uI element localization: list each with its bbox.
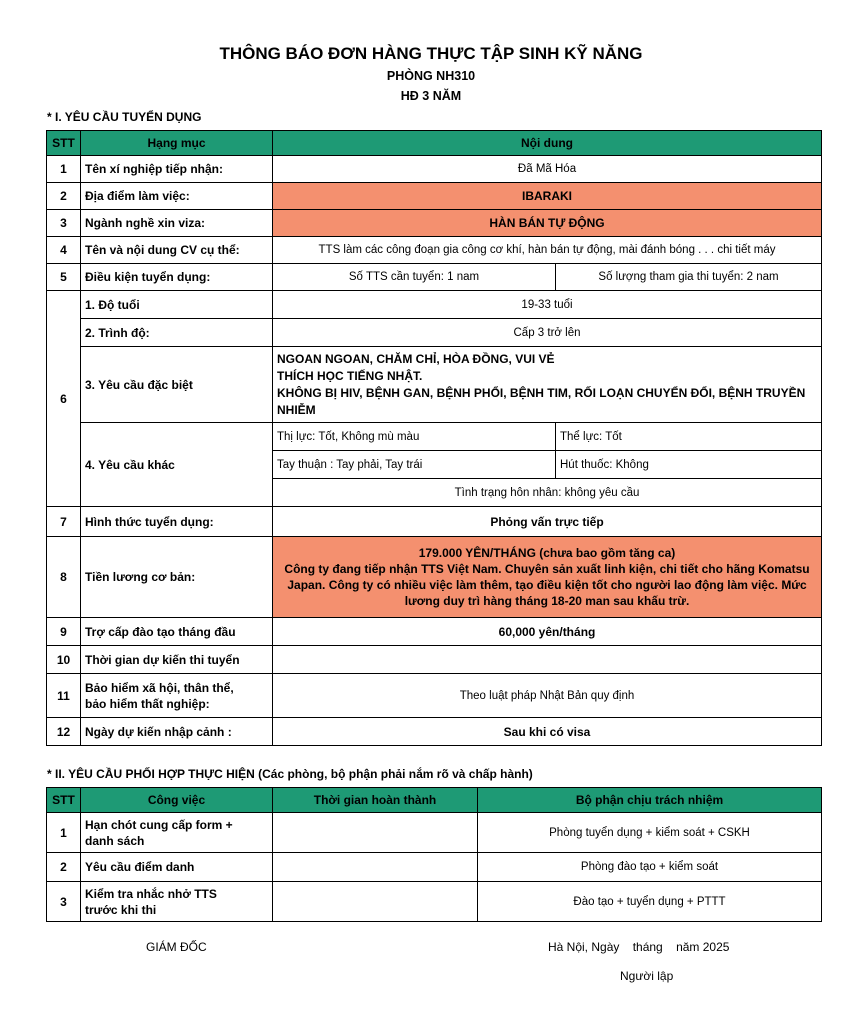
task-line: trước khi thi (85, 902, 157, 917)
row-value: Đã Mã Hóa (273, 156, 822, 183)
recruit-count-value: Số TTS cần tuyển: 1 nam (273, 264, 556, 291)
table-row (47, 423, 822, 451)
recruitment-method-value: Phỏng vấn trực tiếp (273, 507, 822, 537)
table-row (47, 813, 822, 853)
special-requirements-value (273, 347, 822, 423)
workplace-value: IBARAKI (273, 183, 822, 210)
age-value: 19-33 tuổi (273, 291, 822, 319)
row-label: Tên và nội dung CV cụ thể: (81, 237, 273, 264)
table-row (47, 291, 822, 319)
table-row (47, 507, 822, 537)
row-label (81, 674, 273, 718)
salary-value (273, 537, 822, 618)
job-description-value: TTS làm các công đoạn gia công cơ khí, hàn bán tự động, mài đánh bóng . . . chi tiết máy (273, 237, 822, 264)
visa-occupation-value: HÀN BÁN TỰ ĐỘNG (273, 210, 822, 237)
row-label: Địa điểm làm việc: (81, 183, 273, 210)
col-stt-header: STT (47, 131, 81, 156)
table-header-row (47, 131, 822, 156)
row-number: 3 (47, 882, 81, 922)
creator-label: Người lập (620, 969, 674, 983)
row-label: Thời gian dự kiến thi tuyển (81, 646, 273, 674)
fitness-value: Thể lực: Tốt (556, 423, 822, 451)
vision-value: Thị lực: Tốt, Không mù màu (273, 423, 556, 451)
deadline-cell (273, 882, 478, 922)
row-label: Ngày dự kiến nhập cảnh : (81, 718, 273, 746)
insurance-value: Theo luật pháp Nhật Bản quy định (273, 674, 822, 718)
entry-date-value: Sau khi có visa (273, 718, 822, 746)
row-label: Tên xí nghiệp tiếp nhận: (81, 156, 273, 183)
row-number: 7 (47, 507, 81, 537)
table-row (47, 618, 822, 646)
handedness-value: Tay thuận : Tay phải, Tay trái (273, 451, 556, 479)
row-label: Trợ cấp đào tạo tháng đầu (81, 618, 273, 646)
row-number: 2 (47, 853, 81, 882)
section-1-title: * I. YÊU CẦU TUYỂN DỤNG (47, 110, 202, 124)
task-line: Yêu cầu điểm danh (85, 860, 195, 874)
director-label: GIÁM ĐỐC (146, 940, 207, 954)
education-value: Cấp 3 trở lên (273, 319, 822, 347)
row-label: 1. Độ tuổi (81, 291, 273, 319)
salary-line: 179.000 YÊN/THÁNG (chưa bao gồm tăng ca) (418, 546, 676, 560)
table-row (47, 674, 822, 718)
coordination-table (46, 787, 822, 922)
row-label: Tiền lương cơ bản: (81, 537, 273, 618)
deadline-cell (273, 813, 478, 853)
label-line: bảo hiểm thất nghiệp: (85, 696, 210, 711)
table-row (47, 210, 822, 237)
label-line: Bảo hiểm xã hội, thân thể, (85, 680, 234, 695)
row-label: Điều kiện tuyển dụng: (81, 264, 273, 291)
department-cell: Phòng tuyển dụng + kiểm soát + CSKH (478, 813, 822, 853)
table-row (47, 718, 822, 746)
row-number: 8 (47, 537, 81, 618)
row-label: 3. Yêu cầu đặc biệt (81, 347, 273, 423)
task-line: Hạn chót cung cấp form + (85, 817, 233, 832)
table-row (47, 882, 822, 922)
smoking-value: Hút thuốc: Không (556, 451, 822, 479)
special-line: KHÔNG BỊ HIV, BỆNH GAN, BỆNH PHỔI, BỆNH TIM, RỐI LOẠN CHUYỂN ĐỔI, BỆNH TRUYỀN NHIỄM (277, 385, 806, 417)
col-task-header: Công việc (81, 788, 273, 813)
task-line: Kiểm tra nhắc nhở TTS (85, 886, 217, 901)
exam-date-value (273, 646, 822, 674)
department-cell: Đào tạo + tuyển dụng + PTTT (478, 882, 822, 922)
table-row (47, 347, 822, 423)
row-number: 4 (47, 237, 81, 264)
document-title: THÔNG BÁO ĐƠN HÀNG THỰC TẬP SINH KỸ NĂNG (219, 44, 643, 63)
col-item-header: Hạng mục (81, 131, 273, 156)
row-number: 1 (47, 813, 81, 853)
table-row (47, 237, 822, 264)
row-number: 2 (47, 183, 81, 210)
row-label: Ngành nghề xin viza: (81, 210, 273, 237)
task-cell (81, 813, 273, 853)
department-cell: Phòng đào tạo + kiểm soát (478, 853, 822, 882)
table-row (47, 537, 822, 618)
training-allowance-value: 60,000 yên/tháng (273, 618, 822, 646)
place-date: Hà Nội, Ngày tháng năm 2025 (548, 940, 730, 954)
task-cell (81, 853, 273, 882)
company-description: Công ty đang tiếp nhận TTS Việt Nam. Chuyên sản xuất linh kiện, chi tiết cho hãng Komatsu Japan. Công ty có nhiều việc làm thêm, tạo điều kiện tốt cho người lao động làm việc. Mức lương duy trì hàng tháng 18-20 man sau khấu trừ. (284, 562, 810, 608)
row-number: 11 (47, 674, 81, 718)
col-time-header: Thời gian hoàn thành (273, 788, 478, 813)
row-number: 6 (47, 291, 81, 507)
row-label: 2. Trình độ: (81, 319, 273, 347)
exam-count-value: Số lượng tham gia thi tuyển: 2 nam (556, 264, 822, 291)
task-line: danh sách (85, 833, 145, 848)
row-number: 9 (47, 618, 81, 646)
special-line: THÍCH HỌC TIẾNG NHẬT. (277, 368, 423, 383)
row-number: 5 (47, 264, 81, 291)
table-row (47, 156, 822, 183)
row-number: 1 (47, 156, 81, 183)
section-2-title: * II. YÊU CẦU PHỐI HỢP THỰC HIỆN (Các phòng, bộ phận phải nắm rõ và chấp hành) (47, 767, 533, 781)
row-label: 4. Yêu cầu khác (81, 423, 273, 507)
marital-status-value: Tình trạng hôn nhân: không yêu cầu (273, 479, 822, 507)
table-row (47, 853, 822, 882)
recruitment-requirements-table (46, 130, 822, 746)
deadline-cell (273, 853, 478, 882)
col-stt-header: STT (47, 788, 81, 813)
col-content-header: Nội dung (273, 131, 822, 156)
task-cell (81, 882, 273, 922)
department-subtitle: PHÒNG NH310 (386, 69, 476, 83)
table-row (47, 319, 822, 347)
row-number: 12 (47, 718, 81, 746)
special-line: NGOAN NGOAN, CHĂM CHỈ, HÒA ĐỒNG, VUI VẺ (277, 351, 555, 366)
row-label: Hình thức tuyển dụng: (81, 507, 273, 537)
row-number: 10 (47, 646, 81, 674)
contract-subtitle: HĐ 3 NĂM (400, 89, 462, 103)
table-row (47, 183, 822, 210)
table-header-row (47, 788, 822, 813)
row-number: 3 (47, 210, 81, 237)
table-row (47, 646, 822, 674)
table-row (47, 264, 822, 291)
col-dept-header: Bộ phận chịu trách nhiệm (478, 788, 822, 813)
